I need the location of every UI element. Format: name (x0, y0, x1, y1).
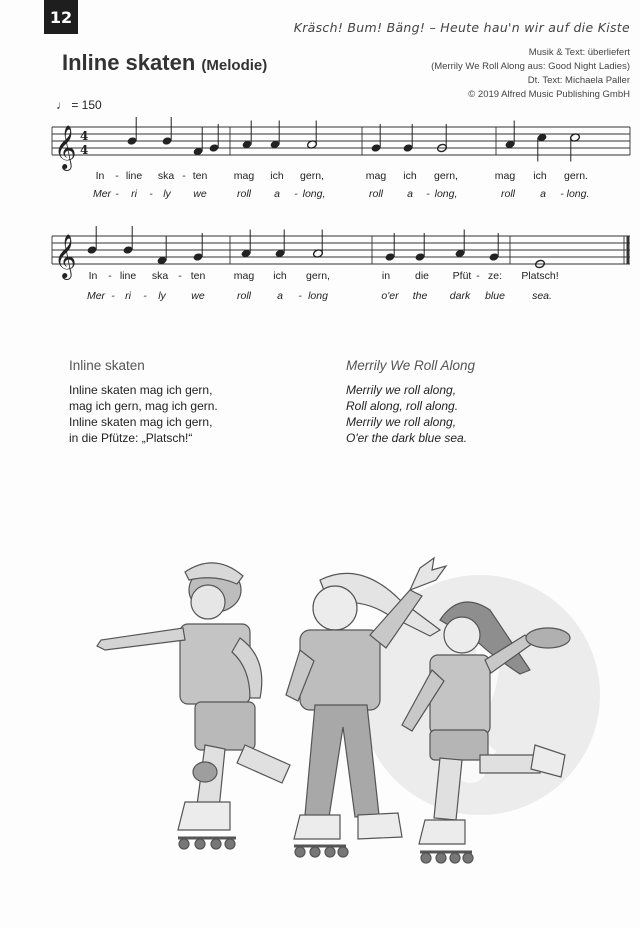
lyric-syllable: roll (368, 188, 384, 200)
lyric-syllable: - (143, 290, 147, 302)
poem-line: Merrily we roll along, (346, 415, 457, 429)
lyric-syllable: long, (302, 188, 326, 200)
lyric-syllable: gern, (300, 170, 324, 182)
lyric-syllable: ly (163, 188, 171, 200)
lyric-syllable: ich (533, 170, 547, 182)
lyric-syllable: the (412, 290, 428, 302)
lyric-syllable: blue (485, 290, 505, 302)
lyric-syllable: sea. (532, 290, 552, 302)
poem-german-heading: Inline skaten (69, 358, 145, 373)
lyric-syllable: ska (157, 170, 175, 182)
credit-music-text: Musik & Text: überliefert (528, 47, 630, 58)
poem-line: Inline skaten mag ich gern, (69, 383, 213, 397)
lyric-syllable: mag (365, 170, 387, 182)
lyric-syllable: ich (270, 170, 284, 182)
lyric-syllable: a (407, 188, 413, 200)
song-title-text: Inline skaten (62, 50, 196, 75)
lyric-syllable: roll (236, 188, 252, 200)
lyric-syllable: ich (403, 170, 417, 182)
lyric-syllable: In (88, 270, 98, 282)
poem-line: mag ich gern, mag ich gern. (69, 399, 218, 413)
lyric-syllable: ly (158, 290, 166, 302)
lyric-syllable: ri (125, 290, 131, 302)
quarter-note-icon: ♩ (56, 98, 68, 112)
lyric-syllable: in (381, 270, 391, 282)
song-subtitle: (Melodie) (201, 57, 268, 74)
lyric-syllable: - (115, 188, 119, 200)
page-number: 12 (44, 0, 78, 34)
poem-german (69, 358, 218, 446)
lyric-syllable: roll (500, 188, 516, 200)
lyric-syllable: o'er (381, 290, 399, 302)
lyric-syllable: gern. (564, 170, 588, 182)
lyric-syllable: Pfüt (452, 270, 472, 282)
lyric-syllable: - (298, 290, 302, 302)
lyric-syllable: dark (449, 290, 471, 302)
lyric-syllable: ze: (487, 270, 503, 282)
lyric-syllable: - (560, 188, 564, 200)
staff-1 (52, 127, 630, 155)
lyric-syllable: a (274, 188, 280, 200)
lyric-syllable: mag (494, 170, 516, 182)
lyric-syllable: - (108, 270, 112, 282)
lyric-syllable: long (308, 290, 328, 302)
poem-line: in die Pfütze: „Platsch!“ (69, 431, 193, 445)
boy-figure (97, 563, 290, 849)
lyric-syllable: gern, (434, 170, 458, 182)
lyric-syllable: ri (131, 188, 137, 200)
lyric-syllable: - (294, 188, 298, 200)
treble-clef-icon: 𝄞 (54, 234, 77, 278)
lyric-syllable: - (476, 270, 480, 282)
poem-line: Inline skaten mag ich gern, (69, 415, 213, 429)
lyric-syllable: In (95, 170, 105, 182)
poem-line: O'er the dark blue sea. (346, 431, 468, 445)
lyric-syllable: we (193, 188, 207, 200)
lyric-syllable: - (111, 290, 115, 302)
time-signature-bottom: 4 (80, 143, 89, 157)
staff-2 (52, 236, 630, 264)
lyric-syllable: line (125, 170, 143, 182)
lyric-syllable: long. (566, 188, 590, 200)
lyric-syllable: Platsch! (521, 270, 559, 282)
lyric-syllable: ten (190, 270, 206, 282)
poem-line: Roll along, roll along. (346, 399, 459, 413)
lyric-syllable: ich (273, 270, 287, 282)
treble-clef-icon: 𝄞 (54, 125, 77, 169)
lyric-syllable: ten (192, 170, 208, 182)
lyric-syllable: - (149, 188, 153, 200)
lyric-syllable: - (182, 170, 186, 182)
lyric-syllable: - (426, 188, 430, 200)
poem-english-heading: Merrily We Roll Along (346, 358, 476, 373)
lyric-syllable: gern, (306, 270, 330, 282)
credit-german-text: Dt. Text: Michaela Paller (527, 75, 630, 86)
lyric-syllable: Mer (92, 188, 112, 200)
lyric-syllable: die (414, 270, 430, 282)
lyric-syllable: ska (151, 270, 169, 282)
skating-children-illustration (0, 540, 640, 928)
poem-english (346, 358, 475, 446)
time-signature-top: 4 (80, 129, 89, 143)
staff-2-notes (87, 226, 546, 269)
lyric-syllable: a (277, 290, 283, 302)
lyric-syllable: long, (434, 188, 458, 200)
lyric-syllable: - (178, 270, 182, 282)
lyric-syllable: a (540, 188, 546, 200)
credit-source: (Merrily We Roll Along aus: Good Night Ladies) (431, 61, 630, 72)
lyric-syllable: - (115, 170, 119, 182)
lyric-syllable: Mer (86, 290, 106, 302)
lyric-syllable: roll (236, 290, 252, 302)
lyric-syllable: line (119, 270, 137, 282)
lyric-syllable: we (191, 290, 205, 302)
series-title: Kräsch! Bum! Bäng! – Heute hau'n wir auf die Kiste (293, 20, 630, 35)
tempo-value: = 150 (71, 98, 102, 112)
poem-line: Merrily we roll along, (346, 383, 457, 397)
lyric-syllable: mag (233, 270, 255, 282)
lyric-syllable: mag (233, 170, 255, 182)
credit-copyright: © 2019 Alfred Music Publishing GmbH (468, 89, 630, 100)
